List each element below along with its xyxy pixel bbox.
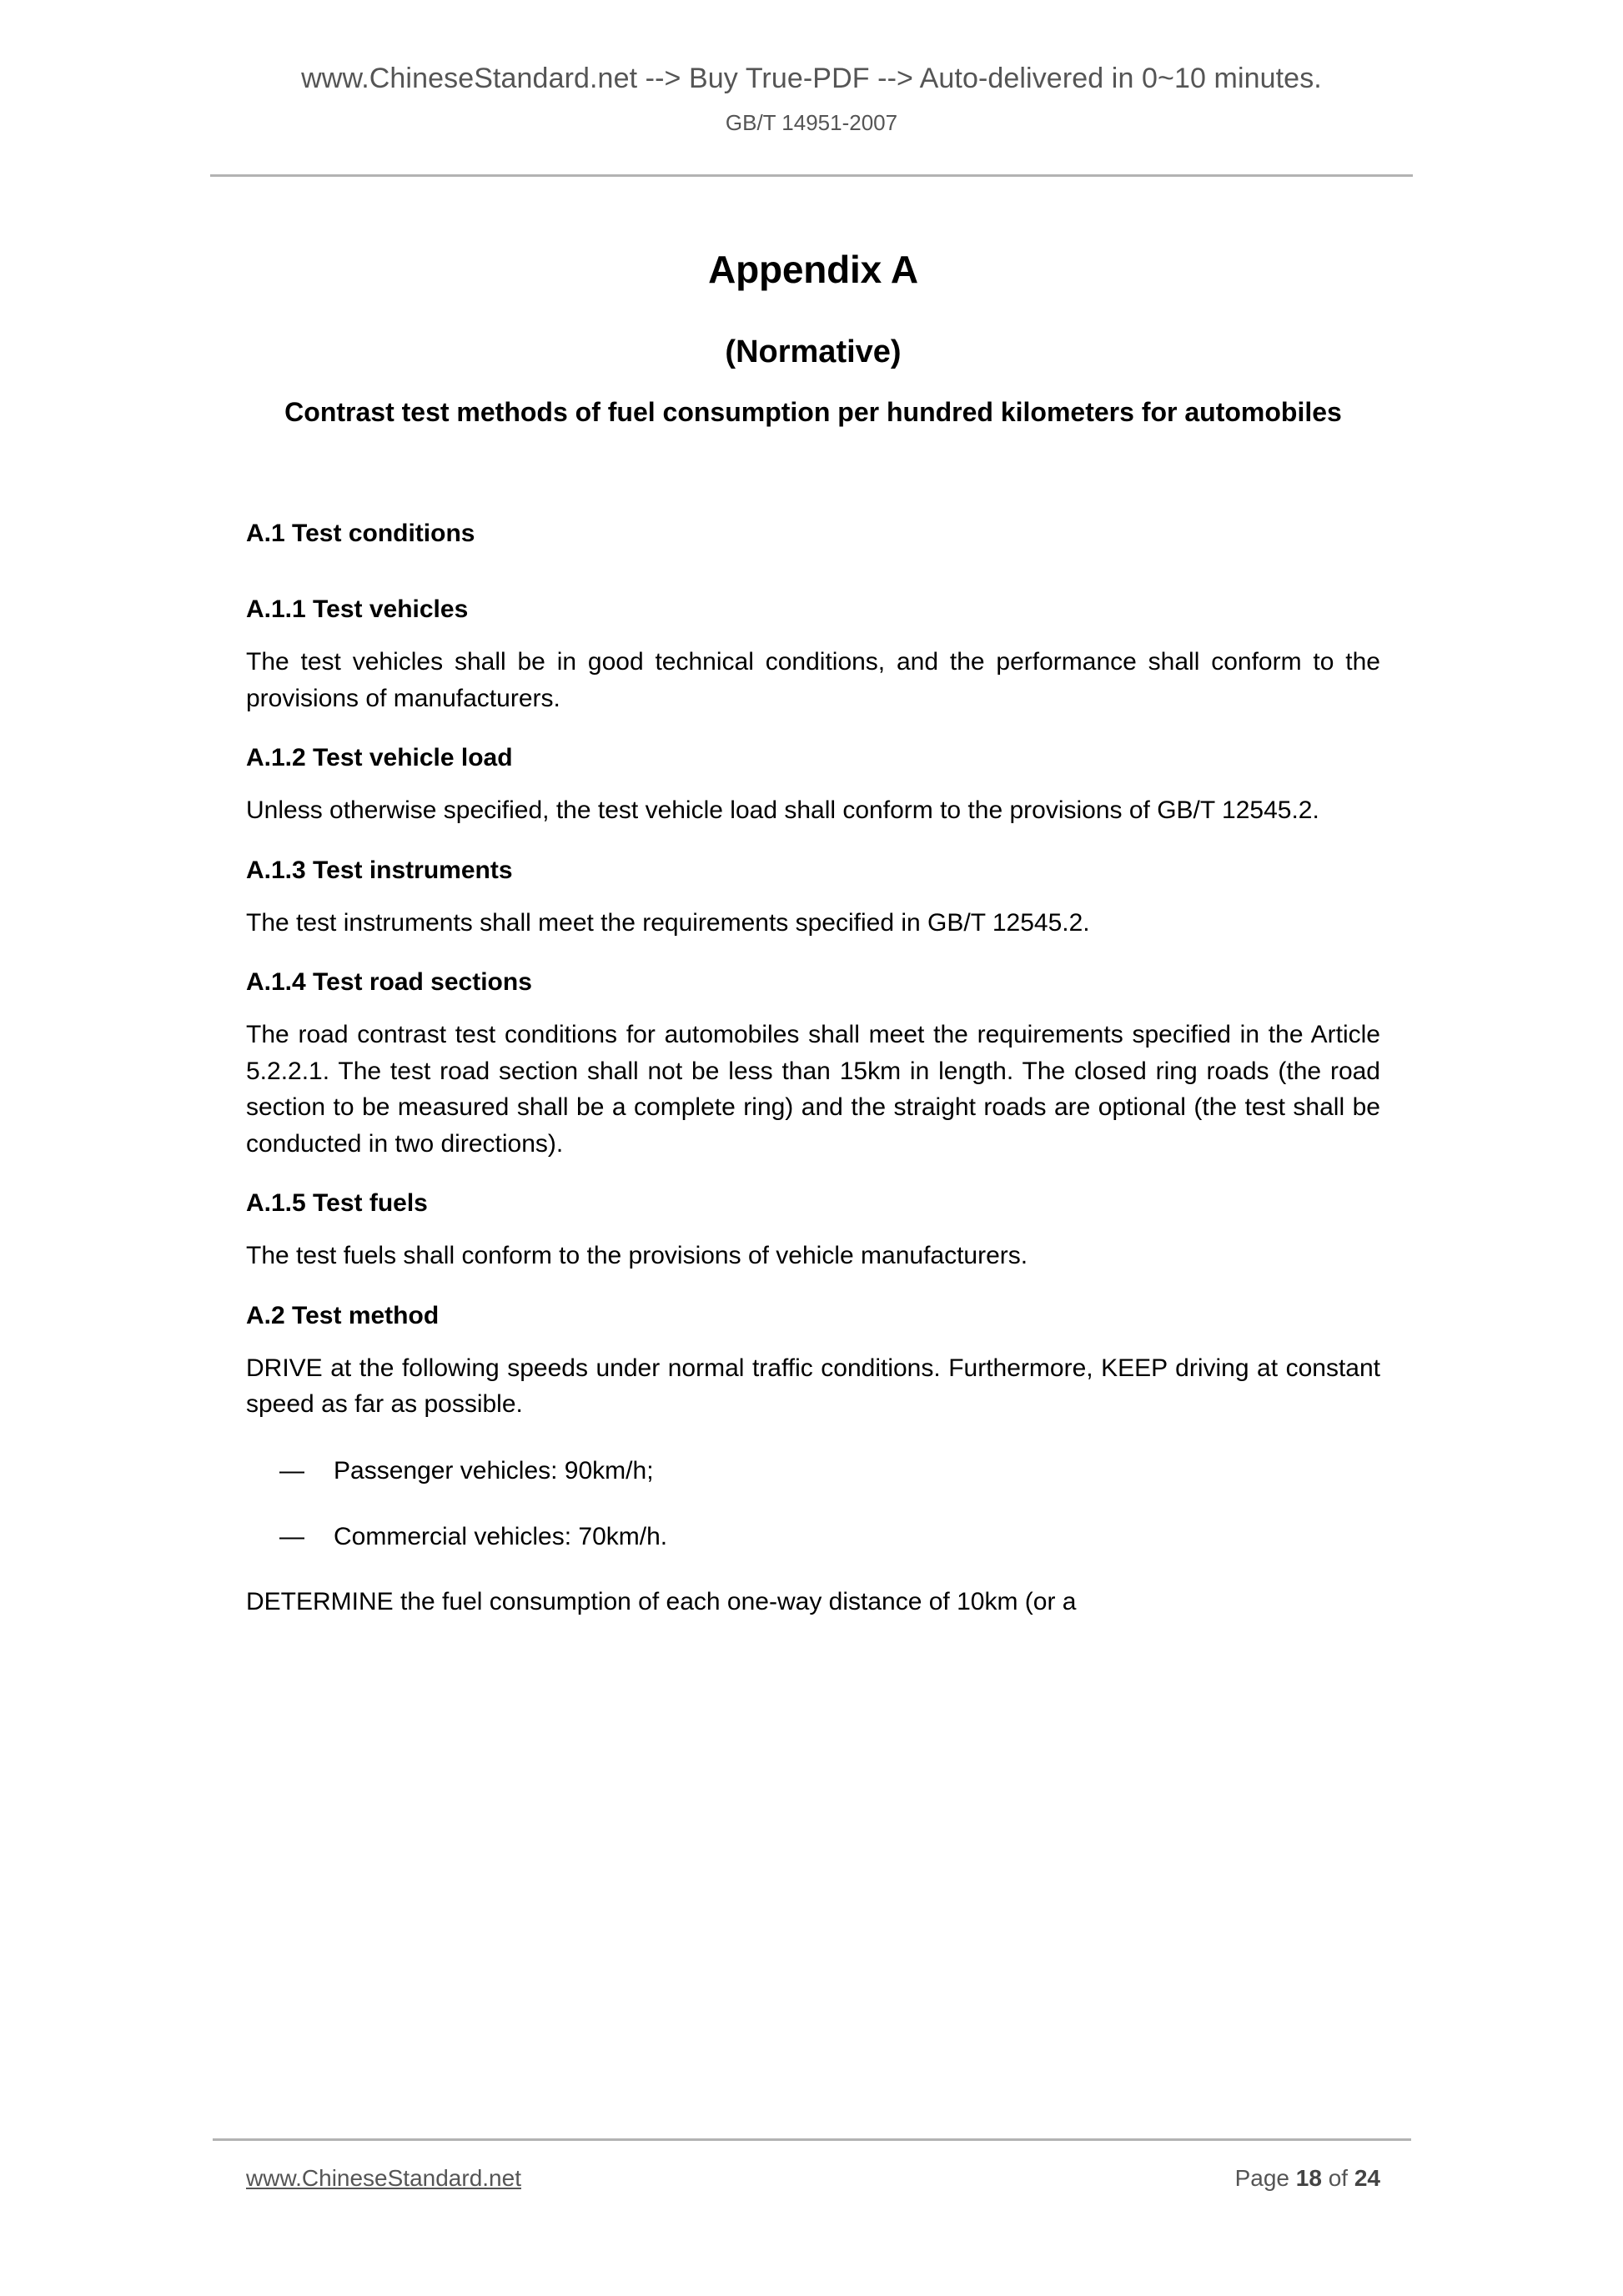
spacer <box>246 625 1380 644</box>
header-standard-code: GB/T 14951-2007 <box>725 109 898 135</box>
heading-a1-2: A.1.2 Test vehicle load <box>246 744 513 772</box>
footer-page-indicator <box>1235 2165 1380 2192</box>
spacer <box>246 1219 1380 1238</box>
spacer <box>246 887 1380 905</box>
page-footer <box>246 2165 1380 2192</box>
spacer <box>246 1489 1380 1519</box>
speed-list <box>246 1453 1380 1555</box>
spacer <box>246 941 1380 966</box>
heading-a1: A.1 Test conditions <box>246 520 475 548</box>
em-dash-icon: — <box>279 1456 304 1485</box>
list-item <box>246 1519 1380 1555</box>
spacer <box>246 550 1380 593</box>
spacer <box>246 1274 1380 1299</box>
footer-total-pages: 24 <box>1354 2165 1380 2191</box>
paragraph-a1-5: The test fuels shall conform to the provisions of vehicle manufacturers. <box>246 1242 1028 1270</box>
spacer <box>246 998 1380 1017</box>
spacer <box>246 1162 1380 1187</box>
normative-label: (Normative) <box>725 334 902 370</box>
list-item-label: Passenger vehicles: 90km/h; <box>334 1456 654 1485</box>
spacer <box>246 774 1380 792</box>
heading-a1-1: A.1.1 Test vehicles <box>246 595 469 624</box>
footer-website-link[interactable]: www.ChineseStandard.net <box>246 2165 521 2191</box>
heading-a1-5: A.1.5 Test fuels <box>246 1189 428 1218</box>
paragraph-a1-3: The test instruments shall meet the requirements specified in GB/T 12545.2. <box>246 908 1090 937</box>
heading-a1-3: A.1.3 Test instruments <box>246 856 513 884</box>
footer-page-number: 18 <box>1295 2165 1322 2191</box>
appendix-title: Appendix A <box>708 248 918 291</box>
paragraph-a2-closing: DETERMINE the fuel consumption of each one-way distance of 10km (or a <box>246 1587 1077 1615</box>
paragraph-a1-4: The road contrast test conditions for automobiles shall meet the requirements specified in the Article 5.2.2.1. The test road section shall not be less than 15km in length. The closed ring roads (the road section to be measured shall be a complete ring) and the straight roads are optional (the test shall be conducted in two directions). <box>246 1021 1380 1158</box>
paragraph-a1-1: The test vehicles shall be in good technical conditions, and the performance shall conform to the provisions of manufacturers. <box>246 648 1380 712</box>
footer-page-label: Page <box>1234 2165 1289 2191</box>
paragraph-a2-intro: DRIVE at the following speeds under normal traffic conditions. Furthermore, KEEP driving at constant speed as far as possible. <box>246 1354 1380 1419</box>
appendix-subtitle: Contrast test methods of fuel consumption per hundred kilometers for automobiles <box>284 396 1342 427</box>
page-header <box>0 0 1623 136</box>
footer-divider <box>213 2138 1411 2141</box>
list-item <box>246 1453 1380 1490</box>
list-item-label: Commercial vehicles: 70km/h. <box>334 1523 668 1551</box>
paragraph-a1-2: Unless otherwise specified, the test vehicle load shall conform to the provisions of GB/T 12545.2. <box>246 796 1319 825</box>
heading-a2: A.2 Test method <box>246 1301 440 1329</box>
heading-a1-4: A.1.4 Test road sections <box>246 968 532 997</box>
spacer <box>246 716 1380 741</box>
document-body <box>246 247 1380 1620</box>
spacer <box>246 431 1380 517</box>
em-dash-icon: — <box>279 1523 304 1551</box>
spacer <box>246 829 1380 854</box>
header-divider <box>210 174 1413 177</box>
spacer <box>246 1555 1380 1584</box>
spacer <box>246 1332 1380 1350</box>
header-promo-text: www.ChineseStandard.net --> Buy True-PDF --> Auto-delivered in 0~10 minutes. <box>301 63 1322 94</box>
spacer <box>246 1423 1380 1453</box>
footer-of-label: of <box>1328 2165 1349 2191</box>
